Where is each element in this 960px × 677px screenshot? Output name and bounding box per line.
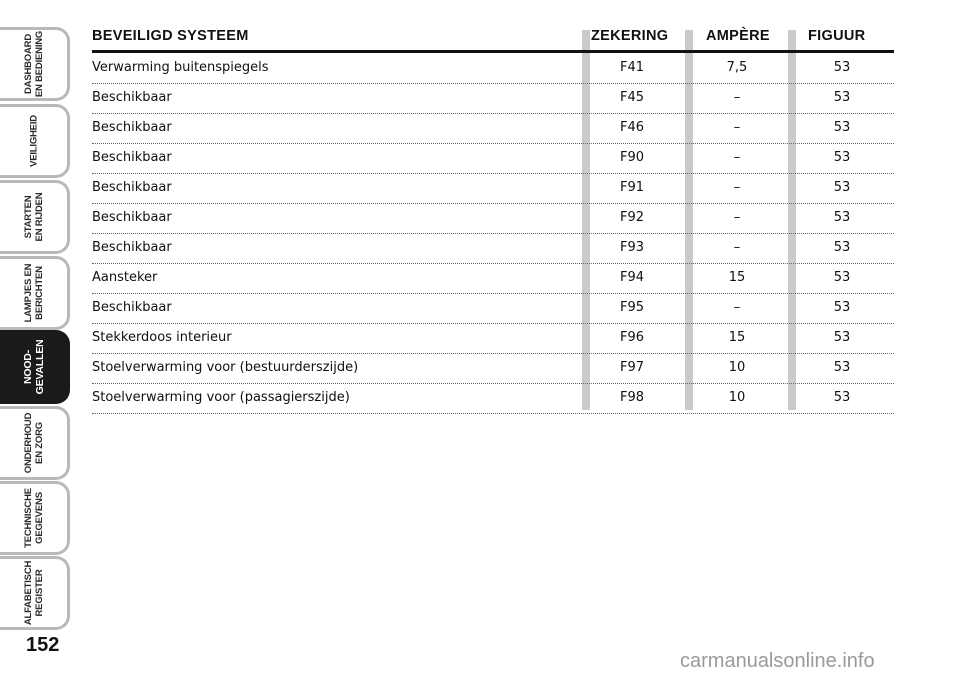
table-row xyxy=(92,264,894,294)
cell-fuse: F92 xyxy=(619,210,645,225)
cell-figure: 53 xyxy=(833,360,851,375)
tab-dashboard[interactable] xyxy=(0,27,70,101)
cell-figure: 53 xyxy=(833,330,851,345)
cell-fuse: F45 xyxy=(619,90,645,105)
cell-fuse: F90 xyxy=(619,150,645,165)
cell-fuse: F96 xyxy=(619,330,645,345)
cell-fuse: F46 xyxy=(619,120,645,135)
table-row xyxy=(92,204,894,234)
cell-system: Stoelverwarming voor (bestuurderszijde) xyxy=(92,360,359,375)
tab-label: VEILIGHEID xyxy=(28,115,39,167)
cell-ampere: – xyxy=(733,210,741,225)
cell-system: Aansteker xyxy=(92,270,158,285)
cell-ampere: 15 xyxy=(728,330,746,345)
header-fuse: ZEKERING xyxy=(591,28,669,44)
cell-ampere: 7,5 xyxy=(726,60,748,75)
cell-system: Verwarming buitenspiegels xyxy=(92,60,269,75)
tab-register[interactable] xyxy=(0,556,70,630)
cell-system: Beschikbaar xyxy=(92,210,172,225)
tab-label: NOOD- GEVALLEN xyxy=(21,339,46,395)
cell-system: Beschikbaar xyxy=(92,300,172,315)
cell-figure: 53 xyxy=(833,210,851,225)
tab-lampjes[interactable] xyxy=(0,256,70,330)
cell-system: Stekkerdoos interieur xyxy=(92,330,232,345)
cell-system: Beschikbaar xyxy=(92,240,172,255)
cell-system: Stoelverwarming voor (passagierszijde) xyxy=(92,390,350,405)
cell-fuse: F91 xyxy=(619,180,645,195)
chapter-tabs xyxy=(0,0,74,677)
cell-figure: 53 xyxy=(833,270,851,285)
cell-ampere: – xyxy=(733,120,741,135)
cell-fuse: F93 xyxy=(619,240,645,255)
cell-system: Beschikbaar xyxy=(92,120,172,135)
header-ampere: AMPÈRE xyxy=(706,28,770,44)
cell-figure: 53 xyxy=(833,300,851,315)
cell-ampere: 10 xyxy=(728,390,746,405)
cell-figure: 53 xyxy=(833,180,851,195)
cell-fuse: F95 xyxy=(619,300,645,315)
tab-label: ONDERHOUD EN ZORG xyxy=(22,412,45,474)
header-rule xyxy=(92,50,894,53)
table-header xyxy=(92,24,894,52)
tab-label: DASHBOARD EN BEDIENING xyxy=(22,30,45,98)
table-row xyxy=(92,384,894,414)
table-row xyxy=(92,174,894,204)
table-row xyxy=(92,84,894,114)
table-row xyxy=(92,54,894,84)
cell-ampere: 10 xyxy=(728,360,746,375)
tab-label: LAMPJES EN BERICHTEN xyxy=(22,263,45,323)
table-row xyxy=(92,294,894,324)
cell-system: Beschikbaar xyxy=(92,150,172,165)
cell-figure: 53 xyxy=(833,150,851,165)
tab-onderhoud[interactable] xyxy=(0,406,70,480)
cell-ampere: – xyxy=(733,90,741,105)
cell-fuse: F41 xyxy=(619,60,645,75)
cell-figure: 53 xyxy=(833,240,851,255)
cell-system: Beschikbaar xyxy=(92,90,172,105)
tab-noodgevallen[interactable] xyxy=(0,330,70,404)
tab-veiligheid[interactable] xyxy=(0,104,70,178)
cell-ampere: – xyxy=(733,180,741,195)
cell-ampere: – xyxy=(733,300,741,315)
cell-fuse: F98 xyxy=(619,390,645,405)
header-system: BEVEILIGD SYSTEEM xyxy=(92,28,249,44)
table-row xyxy=(92,324,894,354)
cell-figure: 53 xyxy=(833,60,851,75)
tab-label: TECHNISCHE GEGEVENS xyxy=(22,488,45,548)
tab-label: ALFABETISCH REGISTER xyxy=(22,560,45,626)
table-row xyxy=(92,234,894,264)
table-row xyxy=(92,144,894,174)
tab-label: STARTEN EN RIJDEN xyxy=(22,192,45,242)
tab-starten[interactable] xyxy=(0,180,70,254)
table-row xyxy=(92,354,894,384)
cell-figure: 53 xyxy=(833,390,851,405)
cell-ampere: – xyxy=(733,240,741,255)
table-row xyxy=(92,114,894,144)
cell-fuse: F97 xyxy=(619,360,645,375)
cell-system: Beschikbaar xyxy=(92,180,172,195)
tab-technische[interactable] xyxy=(0,481,70,555)
cell-ampere: 15 xyxy=(728,270,746,285)
page-number: 152 xyxy=(26,634,60,656)
cell-ampere: – xyxy=(733,150,741,165)
header-figure: FIGUUR xyxy=(808,28,866,44)
cell-figure: 53 xyxy=(833,120,851,135)
watermark: carmanualsonline.info xyxy=(680,650,875,672)
cell-fuse: F94 xyxy=(619,270,645,285)
row-rule xyxy=(92,413,894,414)
cell-figure: 53 xyxy=(833,90,851,105)
